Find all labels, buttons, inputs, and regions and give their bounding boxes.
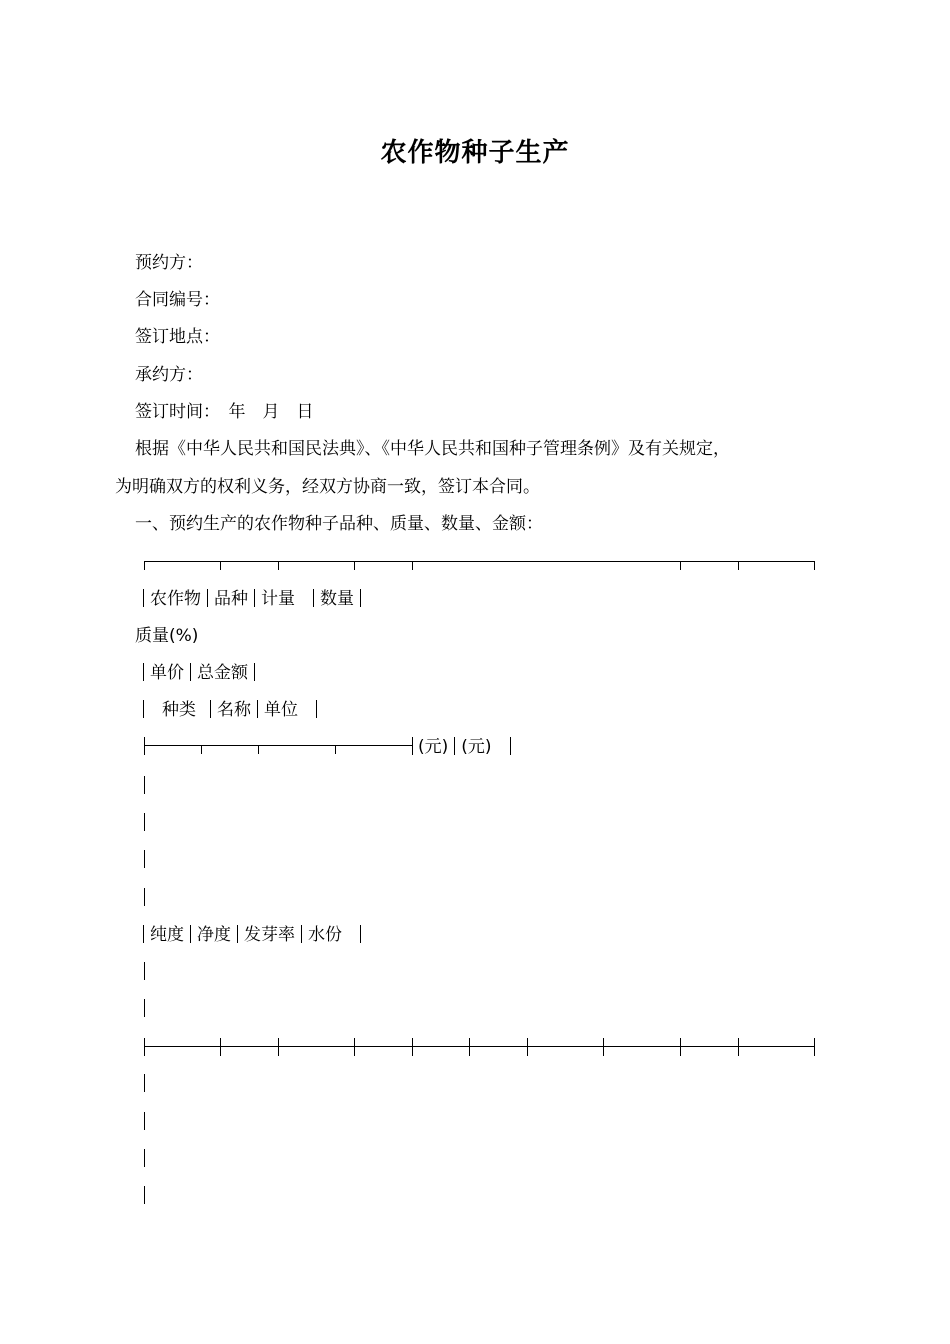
table-left-border [144, 999, 145, 1017]
col-variety: 品种 [214, 589, 248, 609]
unit-label-total: (元) [461, 737, 492, 757]
col-category: 种类 [162, 700, 196, 720]
field-seller: 承约方： [135, 365, 203, 385]
field-sign-time: 签订时间： 年 月 日 [135, 402, 314, 422]
section-1-heading: 一、预约生产的农作物种子品种、质量、数量、金额： [135, 514, 543, 534]
field-sign-place: 签订地点： [135, 327, 220, 347]
col-measure: 计量 [261, 589, 295, 609]
table-left-border [144, 850, 145, 868]
table-header-row-3 [140, 698, 323, 722]
col-unit: 单位 [264, 700, 298, 720]
intro-paragraph-line-1: 根据《中华人民共和国民法典》、《中华人民共和国种子管理条例》及有关规定， [135, 439, 730, 459]
table-left-border [144, 1186, 145, 1204]
table-left-border [144, 813, 145, 831]
col-purity: 纯度 [150, 925, 184, 945]
table-quality-label: 质量(%) [135, 626, 199, 646]
field-buyer: 预约方： [135, 253, 203, 273]
table-left-border [144, 1112, 145, 1130]
col-germination: 发芽率 [244, 925, 295, 945]
table-left-border [144, 962, 145, 980]
table-left-border [144, 1074, 145, 1092]
unit-label-price: (元) [418, 737, 449, 757]
table-left-border [144, 776, 145, 794]
intro-paragraph-line-2: 为明确双方的权利义务，经双方协商一致，签订本合同。 [115, 477, 540, 497]
col-crop: 农作物 [150, 589, 201, 609]
col-variety-name: 名称 [217, 700, 251, 720]
col-moisture: 水份 [308, 925, 342, 945]
field-contract-no: 合同编号： [135, 290, 220, 310]
table-unit-labels [418, 735, 517, 759]
table-header-row-1 [140, 587, 367, 611]
col-total-amount: 总金额 [197, 663, 248, 683]
col-quantity: 数量 [320, 589, 354, 609]
col-cleanliness: 净度 [197, 925, 231, 945]
table-quality-row [140, 923, 367, 947]
table-left-border [144, 888, 145, 906]
table-header-row-2 [140, 661, 261, 685]
col-unit-price: 单价 [150, 663, 184, 683]
page-title: 农作物种子生产 [380, 138, 570, 168]
table-left-border [144, 1149, 145, 1167]
